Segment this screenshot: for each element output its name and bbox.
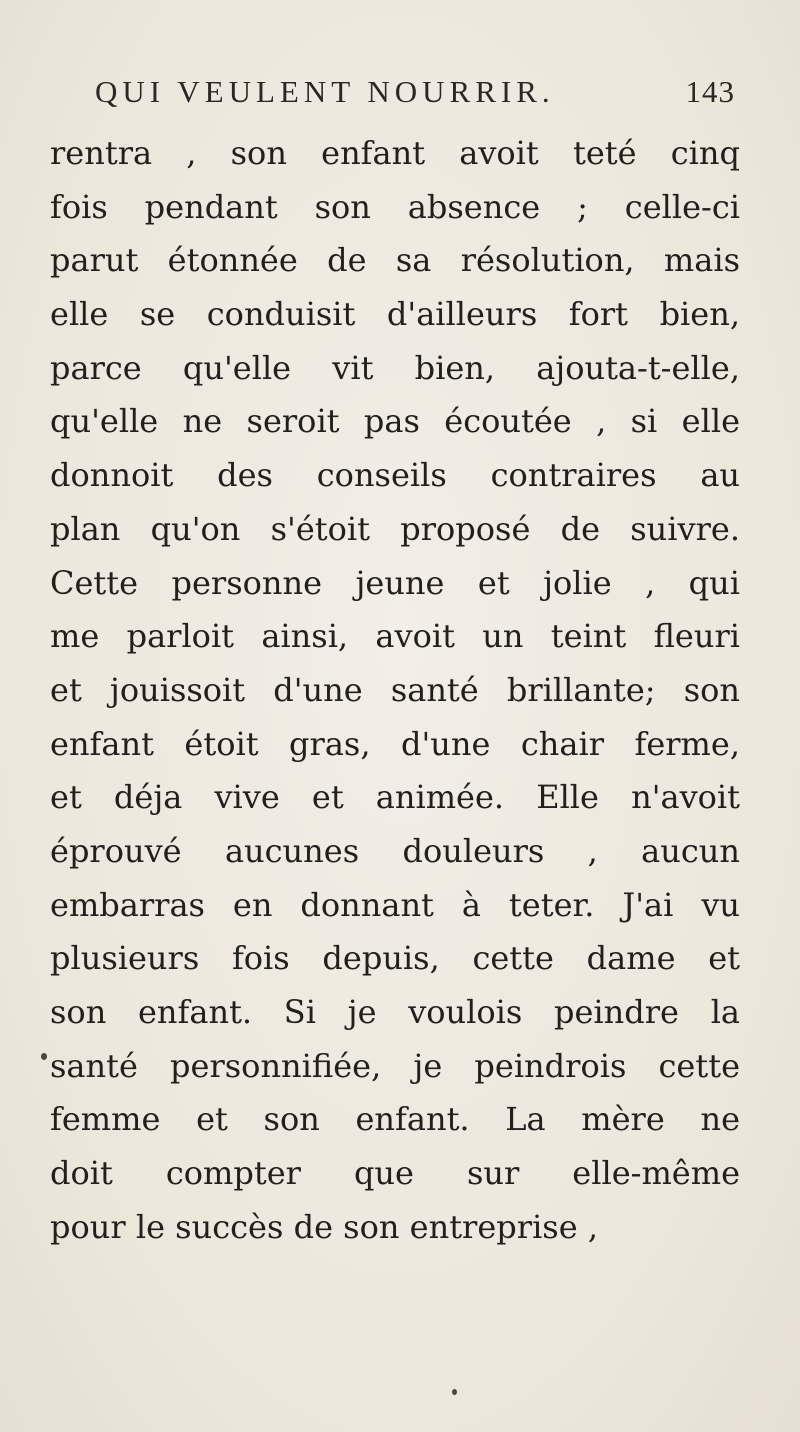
running-head	[95, 74, 735, 114]
text-line: son enfant. Si je voulois peindre la	[50, 993, 740, 1031]
text-line: et déja vive et animée. Elle n'avoit	[50, 778, 740, 817]
text-line: santé personnifiée, je peindrois cette	[50, 1046, 740, 1085]
text-line: rentra , son enfant avoit teté cinq	[50, 134, 740, 172]
text-line: éprouvé aucunes douleurs , aucun	[50, 831, 740, 870]
text-line: donnoit des conseils contraires au	[50, 456, 740, 495]
text-line: parce qu'elle vit bien, ajouta-t-elle,	[50, 348, 740, 387]
text-line: elle se conduisit d'ailleurs fort bien,	[50, 295, 740, 334]
text-line: doit compter que sur elle-même	[50, 1154, 740, 1193]
text-line: fois pendant son absence ; celle-ci	[50, 187, 740, 226]
running-head-title: QUI VEULENT NOURRIR.	[95, 74, 555, 109]
text-line: enfant étoit gras, d'une chair ferme,	[50, 724, 740, 763]
text-line: Cette personne jeune et jolie , qui	[50, 563, 740, 602]
text-line: et jouissoit d'une santé brillante; son	[50, 670, 740, 709]
ink-speck	[452, 1389, 457, 1395]
text-line: qu'elle ne seroit pas écoutée , si elle	[50, 402, 740, 441]
text-line: plusieurs fois depuis, cette dame et	[50, 939, 740, 978]
page-number: 143	[685, 74, 735, 109]
text-line: pour le succès de son entreprise ,	[50, 1207, 598, 1246]
text-line: plan qu'on s'étoit proposé de suivre.	[50, 509, 740, 548]
text-line: me parloit ainsi, avoit un teint fleuri	[50, 617, 740, 656]
body-text	[50, 127, 740, 1254]
text-line: femme et son enfant. La mère ne	[50, 1100, 740, 1139]
text-line: parut étonnée de sa résolution, mais	[50, 241, 740, 280]
text-line: embarras en donnant à teter. J'ai vu	[50, 885, 740, 924]
ink-speck	[41, 1053, 47, 1060]
